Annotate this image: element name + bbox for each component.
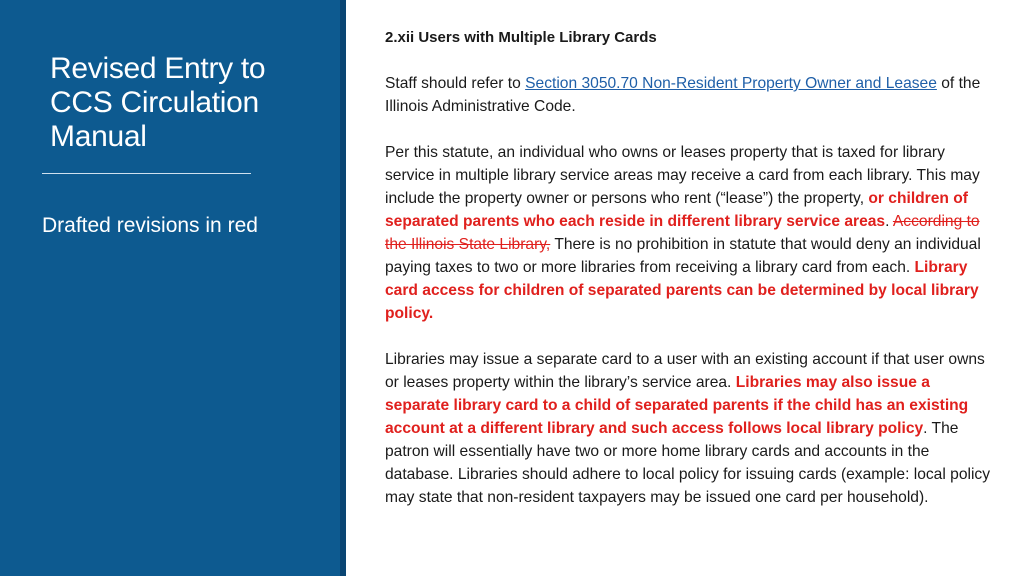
main-content bbox=[385, 26, 990, 532]
title-divider bbox=[42, 173, 251, 174]
statute-text-2: . bbox=[885, 213, 893, 230]
revision-added-3: Libraries may also issue a separate library card to a child of separated parents if the child has an existing account at a different library and such access follows local library policy bbox=[385, 374, 969, 437]
statute-link[interactable]: Section 3050.70 Non-Resident Property Owner and Leasee bbox=[525, 75, 937, 92]
revision-deleted: According to the Illinois State Library, bbox=[385, 213, 980, 253]
sidebar-edge bbox=[340, 0, 346, 576]
paragraph-reference-intro: Staff should refer to bbox=[385, 75, 526, 92]
revision-added-2: Library card access for children of separated parents can be determined by local library policy. bbox=[385, 259, 979, 322]
paragraph-reference bbox=[385, 72, 990, 118]
statute-text-1: Per this statute, an individual who owns or leases property that is taxed for library service in multiple library service areas may receive a card from each library. This may include the property owner or persons who rent (“lease”) the property, bbox=[385, 144, 980, 207]
revision-added-1: or children of separated parents who each reside in different library service areas bbox=[385, 190, 968, 230]
paragraph-issuing bbox=[385, 348, 990, 509]
slide-subtitle: Drafted revisions in red bbox=[42, 214, 258, 237]
slide-title: Revised Entry to CCS Circulation Manual bbox=[50, 52, 266, 153]
section-heading: 2.xii Users with Multiple Library Cards bbox=[385, 29, 657, 46]
statute-text-3: There is no prohibition in statute that would deny an individual paying taxes to two or more libraries from receiving a library card from each. bbox=[385, 236, 981, 276]
paragraph-statute bbox=[385, 141, 990, 325]
issuing-text-1: Libraries may issue a separate card to a user with an existing account if that user owns or leases property within the library’s service area. bbox=[385, 351, 985, 391]
issuing-text-2: . The patron will essentially have two or more home library cards and accounts in the database. Libraries should adhere to local policy for issuing cards (example: local policy may state that non-resident taxpayers may be issued one card per household). bbox=[385, 420, 991, 506]
paragraph-reference-outro: of the Illinois Administrative Code. bbox=[385, 75, 981, 115]
